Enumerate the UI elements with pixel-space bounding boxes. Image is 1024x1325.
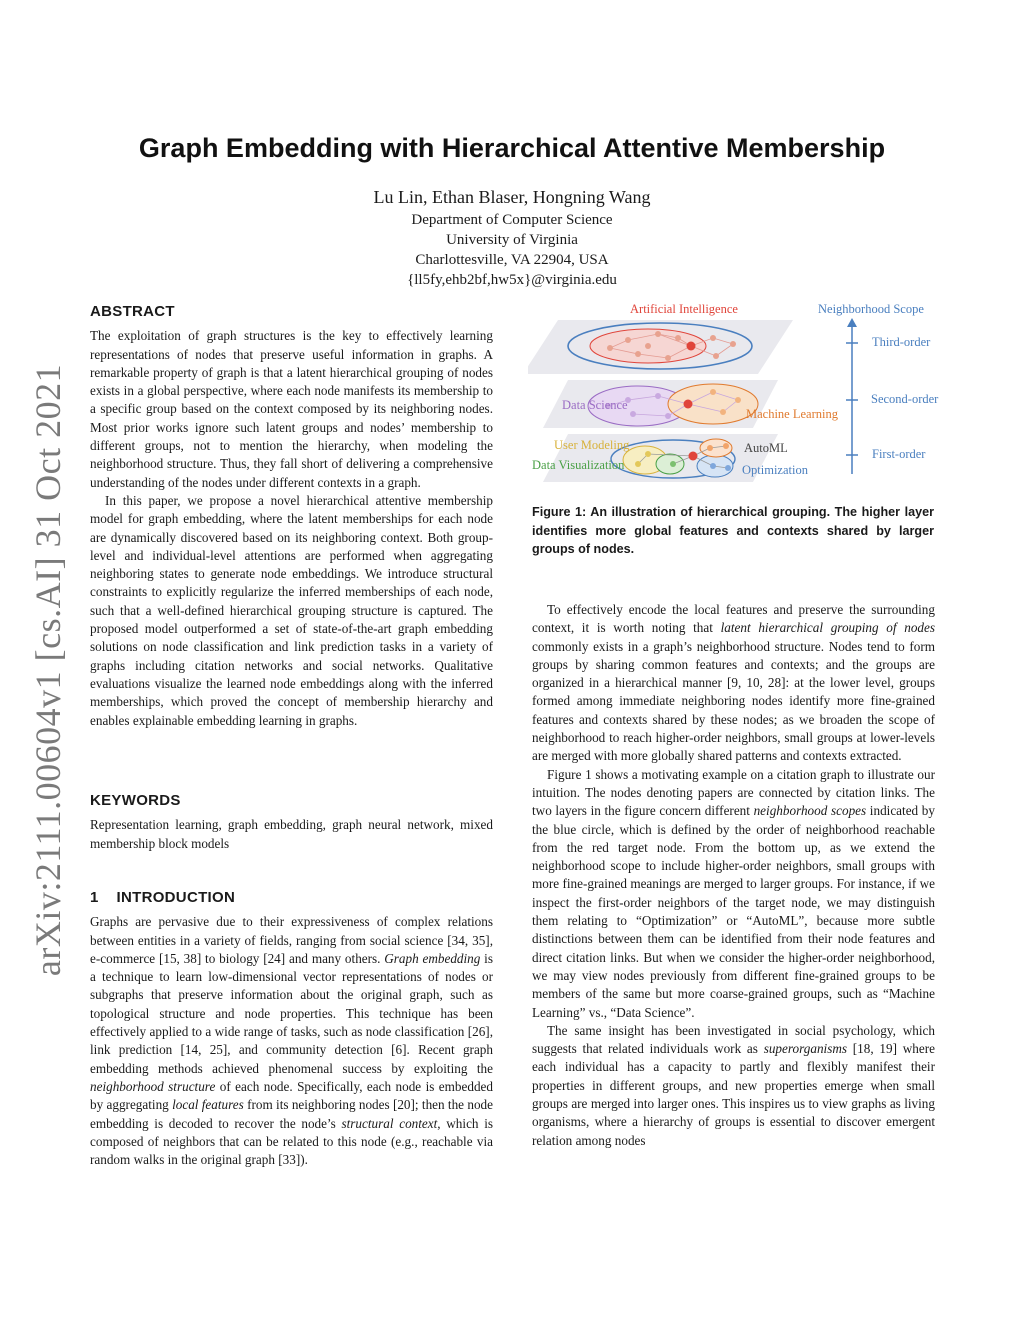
right-text: [18, 19] where each individual has a capacity to partly and flexibly manifest their properties in different groups, and new properties emerge when small groups are merged into larger ones. This inspires us to view graphs as living organisms, where a hierarchy of groups is essential to discover emergent relation among nodes bbox=[532, 1041, 935, 1148]
label-optimization: Optimization bbox=[742, 463, 808, 477]
bottom-target-node bbox=[689, 452, 698, 461]
affiliation-dept: Department of Computer Science bbox=[411, 212, 613, 228]
intro-text: of each node. Specifically, each node is embedded by aggregating bbox=[90, 1078, 493, 1113]
keywords-heading: KEYWORDS bbox=[90, 792, 181, 809]
intro-italic: Graph embedding bbox=[384, 950, 481, 966]
intro-text: Graphs are pervasive due to their expressiveness of complex relations between entities in a variety of fields, ranging from social science [34, 35], e-commerce [15, 38] to biology [24] and many others. bbox=[90, 914, 493, 966]
intro-italic: neighborhood structure bbox=[90, 1078, 216, 1094]
arxiv-stamp-text: arXiv:2111.00604v1 [cs.AI] 31 Oct 2021 bbox=[28, 363, 68, 977]
arxiv-stamp bbox=[28, 363, 68, 977]
label-neighborhood-scope: Neighborhood Scope bbox=[818, 302, 924, 316]
intro-text: from its neighboring nodes [20]; then the node embedding is decoded to recover the node’s bbox=[90, 1097, 493, 1131]
intro-text: , which is composed of neighbors that can be related to this node (e.g., reachable via random walks in the original graph [33]). bbox=[90, 1115, 493, 1168]
intro-paragraph-1 bbox=[90, 913, 493, 1169]
scope-axis-arrowhead bbox=[847, 318, 857, 327]
abstract-heading: ABSTRACT bbox=[90, 303, 175, 320]
label-user-modeling: User Modeling bbox=[554, 438, 630, 452]
figure-1 bbox=[528, 296, 948, 486]
label-third-order: Third-order bbox=[872, 335, 931, 349]
affiliation-email: {ll5fy,ehb2bf,hw5x}@virginia.edu bbox=[407, 272, 617, 288]
intro-italic: local features bbox=[172, 1097, 244, 1113]
label-ai: Artificial Intelligence bbox=[630, 302, 738, 316]
intro-italic: structural context bbox=[341, 1115, 438, 1131]
label-data-science: Data Science bbox=[562, 398, 628, 412]
authors: Lu Lin, Ethan Blaser, Hongning Wang bbox=[373, 187, 651, 207]
right-italic: latent hierarchical grouping of nodes bbox=[720, 620, 935, 636]
label-first-order: First-order bbox=[872, 447, 926, 461]
figure-1-svg bbox=[528, 296, 948, 486]
introduction-heading: 1 INTRODUCTION bbox=[90, 889, 236, 906]
label-second-order: Second-order bbox=[871, 392, 939, 406]
caption-text: An illustration of hierarchical grouping. The higher layer identifies more global features and contexts shared by larger groups of nodes. bbox=[532, 505, 934, 556]
right-italic: neighborhood scopes bbox=[753, 803, 867, 819]
right-text: commonly exists in a graph’s neighborhood structure. Nodes tend to form groups by sharing common features and contexts; and the groups are organized in a hierarchical manner [9, 10, 28]: at the lower level, groups formed among immediate neighboring nodes identify more fine-grained features and contexts shared by these nodes; as we broaden the scope of neighborhood to reach higher-order neighbors, small groups at lower-levels are merged with more globally shared patterns and contexts extracted. bbox=[532, 638, 935, 764]
abstract-paragraph-2: In this paper, we propose a novel hierarchical attentive membership model for graph embedding, where the latent memberships for each node are dynamically discovered based on its neighboring context. Both group-level and individual-level attentions are performed when aggregating neighboring states to generate node embeddings. We introduce structural constraints to explicitly regularize the inferred memberships of each node, such that a well-defined hierarchical grouping structure is captured. The proposed model outperformed a set of state-of-the-art graph embedding solutions on node classification and link prediction tasks in a variety of graphs including citation networks and social networks. Qualitative evaluations visualize the learned node embeddings along with the inferred memberships, which proved the concept of membership hierarchy and enables explainable embedding learning in graphs. bbox=[90, 492, 493, 728]
right-paragraph-2 bbox=[532, 766, 935, 1022]
abstract-section bbox=[90, 303, 493, 730]
middle-target-node bbox=[684, 400, 693, 409]
top-target-node bbox=[687, 342, 696, 351]
affiliation-univ: University of Virginia bbox=[446, 232, 578, 248]
right-text: indicated by the blue circle, which is defined by the order of neighborhood reachable from the red target node. From the bottom up, as we extend the neighborhood scope to include higher-order neighbors, small groups with more fine-grained meanings are merged to larger groups. For instance, if we inspect the first-order neighbors of the target node, we may distinguish them relating to “Optimization” or “AutoML”, because more subtle distinctions between them can be identified from their node features and direct citation links. But when we consider the higher-order neighborhood, we may view nodes previously from different fine-grained groups to be members of the same but more coarse-grained groups, such as “Machine Learning” vs., “Data Science”. bbox=[532, 803, 935, 1020]
paper-title: Graph Embedding with Hierarchical Attentive Membership bbox=[138, 133, 886, 163]
affiliation-city: Charlottesville, VA 22904, USA bbox=[415, 252, 609, 268]
abstract-paragraph-1: The exploitation of graph structures is the key to effectively learning representations of nodes that preserve useful information in graphs. A remarkable property of graph is that a latent hierarchical grouping of nodes exists in a global perspective, where each node manifests its membership to a specific group based on the context composed by its neighboring nodes. Most prior works ignore such latent groups and nodes’ membership to different groups, not to mention the hierarchy, when modeling the neighborhood structure. Thus, they fall short of delivering a comprehensive understanding of the nodes under different contexts in a graph. bbox=[90, 328, 493, 490]
right-italic: superorganisms bbox=[763, 1041, 847, 1057]
figure-1-caption bbox=[532, 503, 934, 559]
right-column-text bbox=[532, 601, 935, 1150]
label-machine-learning: Machine Learning bbox=[746, 407, 838, 421]
right-text: To effectively encode the local features and preserve the surrounding context, it is worth noting that bbox=[532, 602, 935, 636]
keywords-section bbox=[90, 792, 493, 853]
right-paragraph-1 bbox=[532, 601, 935, 766]
right-paragraph-3 bbox=[532, 1022, 935, 1150]
intro-text: is a technique to learn low-dimensional vector representations of nodes or subgraphs that preserve information about the original graph, such as topological structure and node properties. This technique has been effectively applied to a wide range of tasks, such as node classification [26], link prediction [14, 25], and community detection [6]. Recent graph embedding methods achieved phenomenal success by exploiting the bbox=[90, 950, 493, 1076]
introduction-section bbox=[90, 889, 493, 1169]
right-text: The same insight has been investigated in social psychology, which suggests that related individuals work as bbox=[532, 1022, 935, 1057]
label-data-visualization: Data Visualization bbox=[532, 458, 625, 472]
label-automl: AutoML bbox=[744, 441, 788, 455]
right-text: Figure 1 shows a motivating example on a citation graph to illustrate our intuition. The nodes denoting papers are connected by citation links. The two layers in the figure concern different bbox=[532, 766, 935, 819]
keywords-text: Representation learning, graph embedding, graph neural network, mixed membership block models bbox=[90, 817, 493, 851]
caption-lead: Figure 1: bbox=[532, 505, 587, 519]
